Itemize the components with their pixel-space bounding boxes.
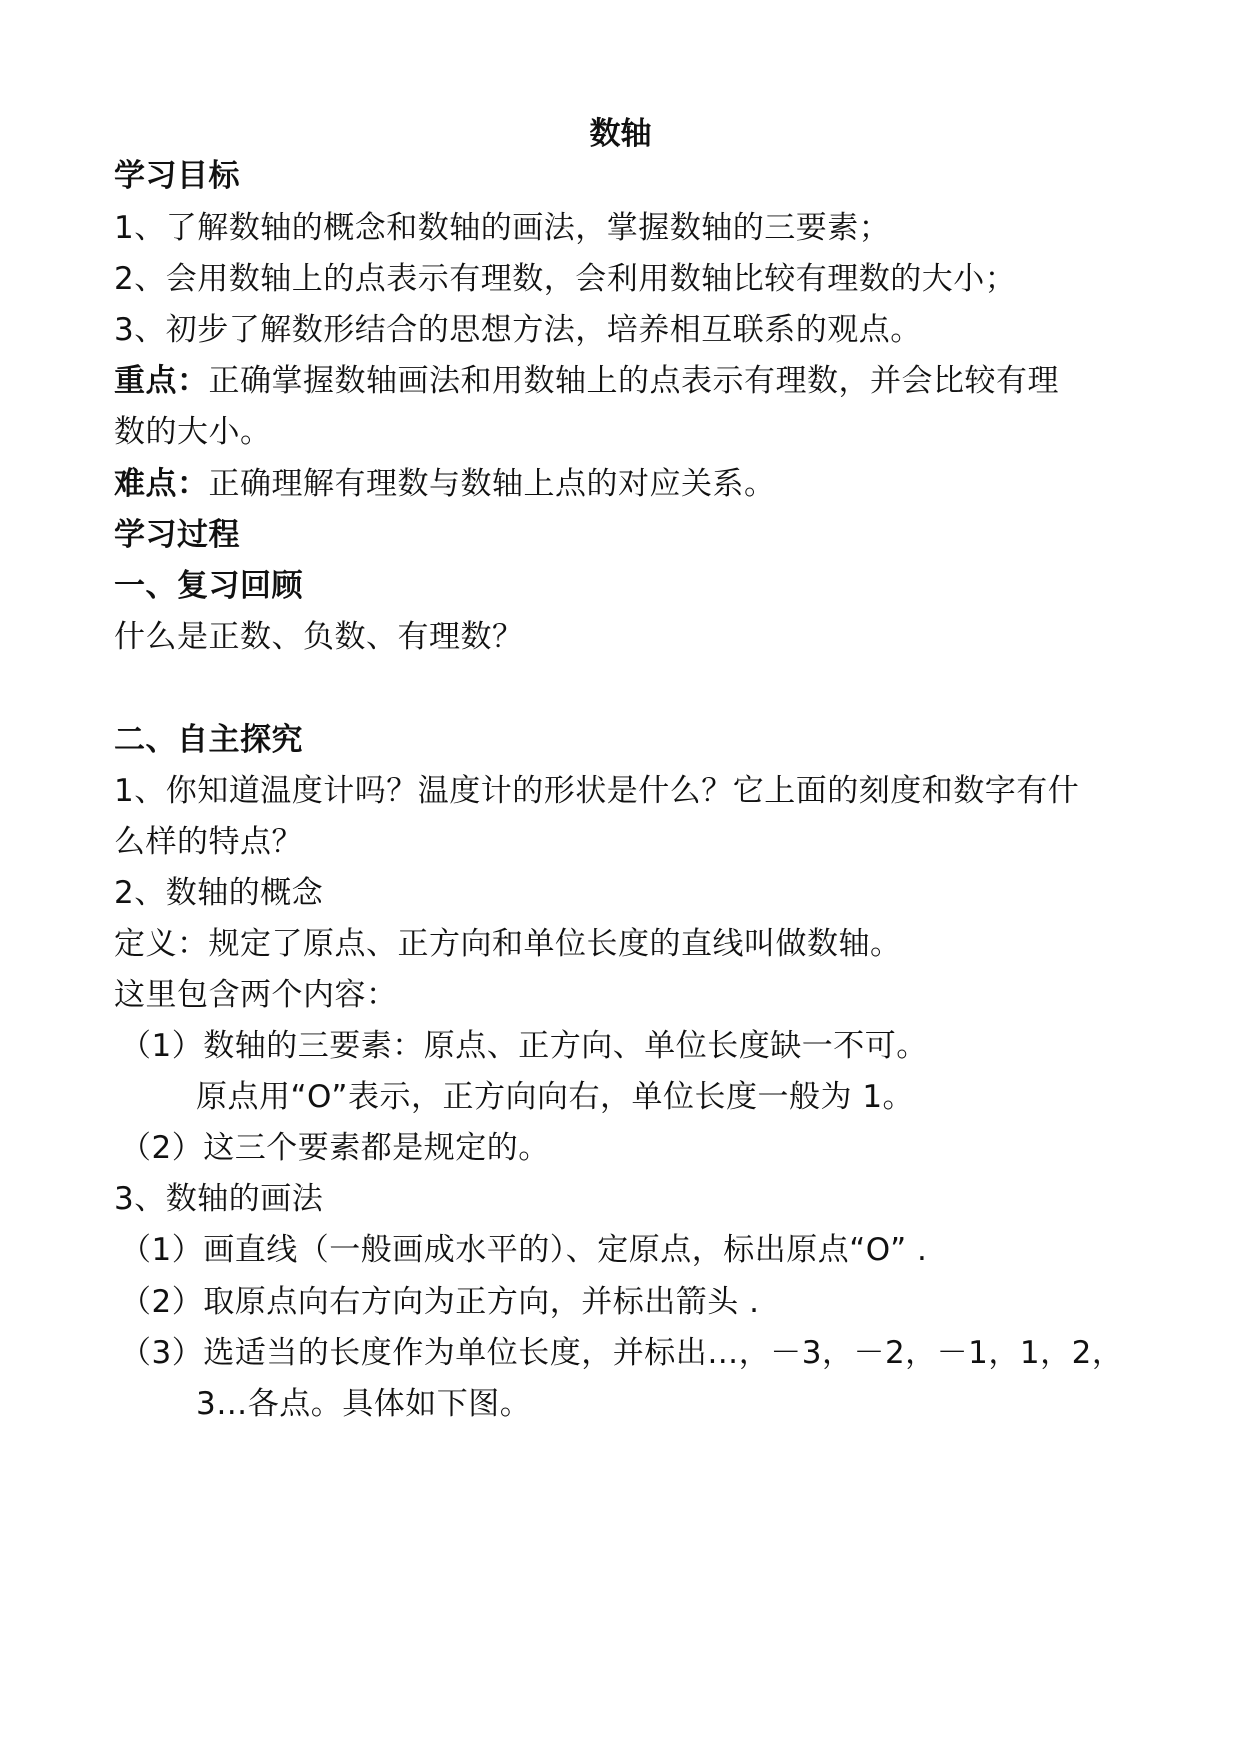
elements-defined-item: （2）这三个要素都是规定的。 xyxy=(120,1130,550,1166)
page-title: 数轴 xyxy=(589,116,652,152)
drawing-step-1: （1）画直线（一般画成水平的）、定原点，标出原点“O” . xyxy=(120,1232,928,1268)
section1-heading: 一、复习回顾 xyxy=(114,568,303,604)
difficult-point xyxy=(114,462,776,506)
three-elements-note: 原点用“O”表示，正方向向右，单位长度一般为 1。 xyxy=(196,1079,915,1115)
section2-heading: 二、自主探究 xyxy=(114,722,303,758)
drawing-step-2: （2）取原点向右方向为正方向，并标出箭头 . xyxy=(120,1284,760,1320)
definition-text: 定义：规定了原点、正方向和单位长度的直线叫做数轴。 xyxy=(114,926,902,962)
difficult-point-text: 正确理解有理数与数轴上点的对应关系。 xyxy=(208,466,776,502)
drawing-heading: 3、数轴的画法 xyxy=(114,1181,324,1217)
objective-item: 1、了解数轴的概念和数轴的画法，掌握数轴的三要素； xyxy=(114,210,891,246)
key-point xyxy=(114,359,1059,403)
key-point-continued: 数的大小。 xyxy=(114,414,272,450)
review-question: 什么是正数、负数、有理数？ xyxy=(114,619,524,655)
key-point-text: 正确掌握数轴画法和用数轴上的点表示有理数，并会比较有理 xyxy=(208,363,1059,399)
key-point-label: 重点： xyxy=(114,363,209,399)
concept-heading: 2、数轴的概念 xyxy=(114,875,324,911)
objectives-heading: 学习目标 xyxy=(114,158,240,194)
contains-text: 这里包含两个内容： xyxy=(114,977,398,1013)
thermometer-question-continued: 么样的特点？ xyxy=(114,824,303,860)
objective-item: 2、会用数轴上的点表示有理数，会利用数轴比较有理数的大小； xyxy=(114,261,1017,297)
drawing-step-3: （3）选适当的长度作为单位长度，并标出…，－3，－2，－1，1，2， xyxy=(120,1335,1124,1371)
three-elements-item: （1）数轴的三要素：原点、正方向、单位长度缺一不可。 xyxy=(120,1028,928,1064)
process-heading: 学习过程 xyxy=(114,517,240,553)
difficult-point-label: 难点： xyxy=(114,466,209,502)
thermometer-question: 1、你知道温度计吗？温度计的形状是什么？它上面的刻度和数字有什 xyxy=(114,773,1080,809)
drawing-step-3-continued: 3…各点。具体如下图。 xyxy=(196,1386,532,1422)
objective-item: 3、初步了解数形结合的思想方法，培养相互联系的观点。 xyxy=(114,312,922,348)
